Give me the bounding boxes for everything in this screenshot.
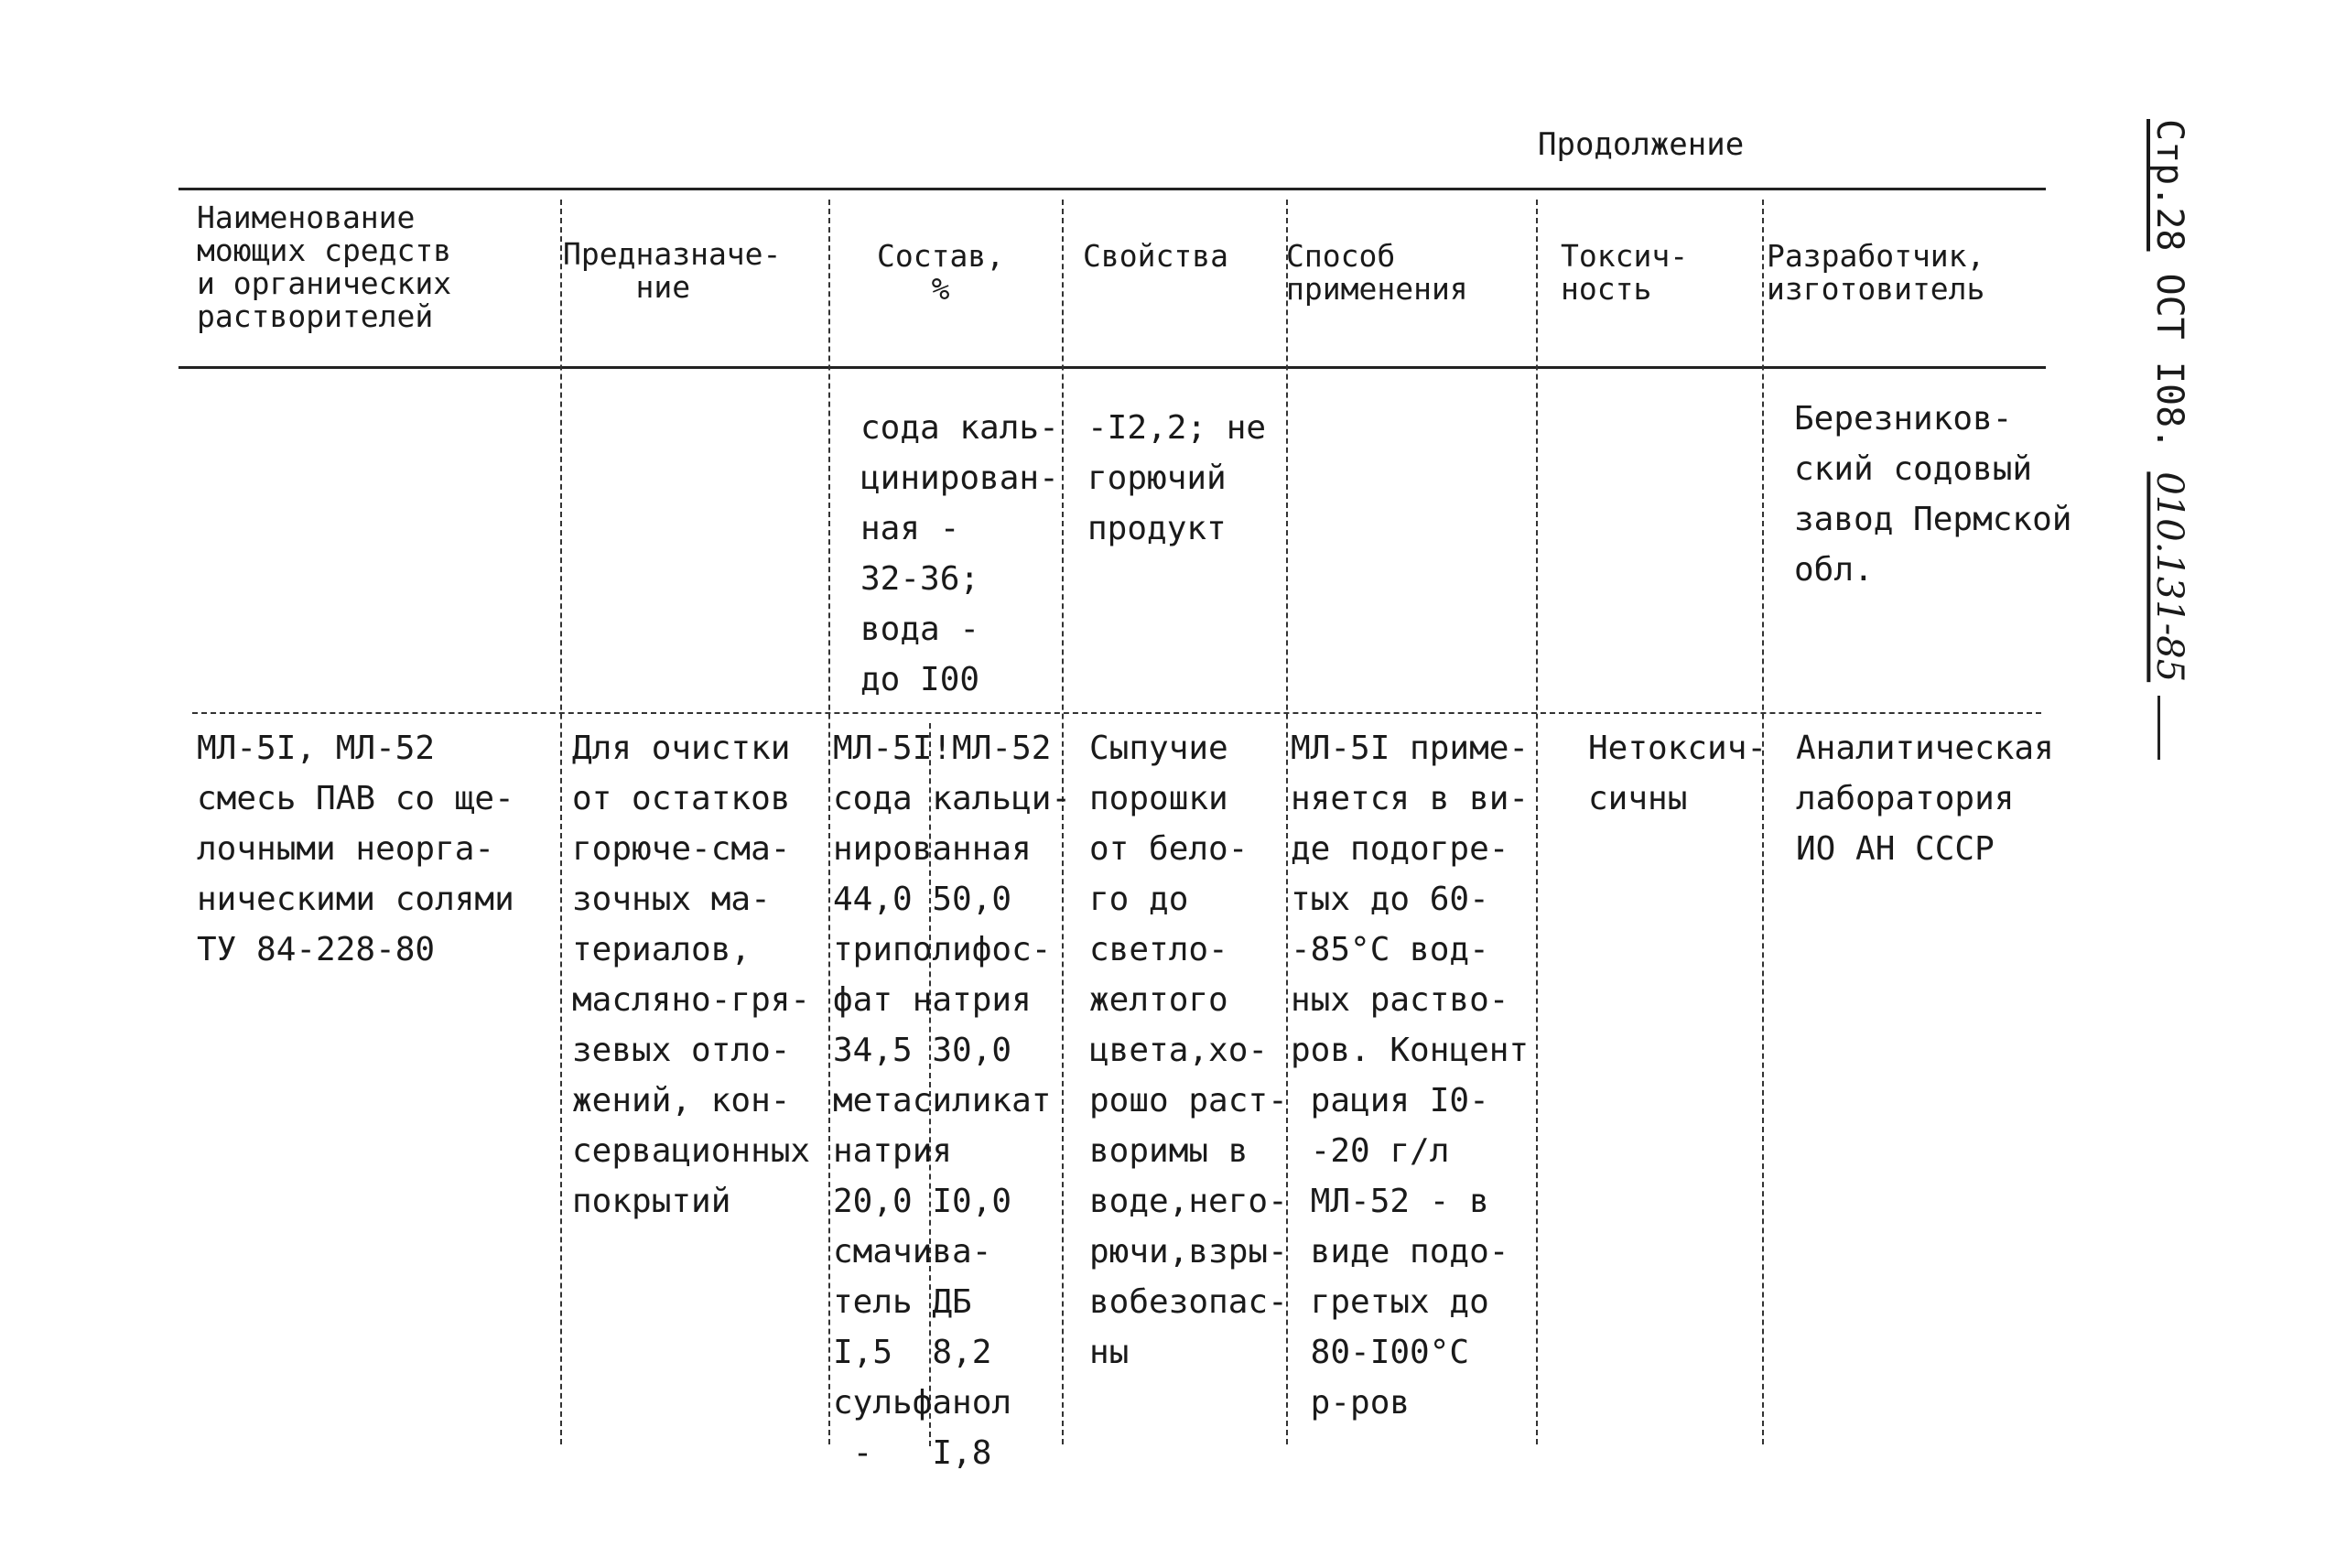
header-properties: Свойства — [1083, 238, 1228, 274]
header-toxicity: Токсич- ность — [1561, 238, 1689, 307]
row1-composition: сода каль- цинирован- ная - 32-36; вода - до I00 — [860, 409, 1059, 698]
table-top-rule — [178, 188, 2046, 190]
col-divider-2 — [828, 200, 830, 1444]
header-purpose: Предназначе- ние — [563, 236, 782, 305]
header-bottom-rule — [178, 366, 2046, 369]
page-number: Стр.28 — [2148, 119, 2190, 252]
row2-properties: Сыпучие порошки от бело- го до светло- желтого цвета,хо- рошо раст- воримы в воде,него- рючи,взры- вобезопас- ны — [1089, 730, 1288, 1371]
row-separator — [192, 712, 2041, 716]
continuation-label: Продолжение — [1538, 126, 1745, 163]
row1-developer: Березников- ский содовый завод Пермской обл. — [1794, 400, 2072, 589]
header-application: Способ применения — [1286, 238, 1468, 307]
header-name: Наименование моющих средств и органических растворителей — [197, 200, 452, 334]
header-developer: Разработчик, изготовитель — [1767, 238, 1985, 307]
header-composition: Состав, % — [877, 238, 1005, 307]
side-rule — [2157, 696, 2160, 760]
side-page-label — [2142, 119, 2197, 760]
row1-properties: -I2,2; не горючий продукт — [1087, 409, 1267, 547]
row2-composition: МЛ-5I!МЛ-52 сода кальци- нированная 44,0 50,0 триполифос- фат натрия 34,5 30,0 метасиликат натрия 20,0 I0,0 смачива- тель ДБ I,5 8,2 сульфанол - I,8 — [833, 730, 1072, 1472]
row2-toxicity: Нетоксич- сичны — [1588, 730, 1768, 817]
col-divider-5 — [1536, 200, 1538, 1444]
row2-purpose: Для очистки от остатков горюче-сма- зочных ма- териалов, масляно-гря- зевых отло- жений, кон- сервационных покрытий — [572, 730, 811, 1220]
row2-application: МЛ-5I приме- няется в ви- де подогре- тых до 60- -85°С вод- ных раство- ров. Концент рация I0- -20 г/л МЛ-52 - в виде подо- гретых до 80-I00°С р-ров — [1291, 730, 1530, 1422]
row2-name: МЛ-5I, МЛ-52 смесь ПАВ со ще- лочными неорга- ническими солями ТУ 84-228-80 — [197, 730, 514, 968]
standard-number: 010.131-85 — [2148, 471, 2190, 683]
standard-code: ОСТ I08. — [2148, 273, 2190, 450]
row2-developer: Аналитическая лаборатория ИО АН СССР — [1796, 730, 2054, 868]
col-divider-1 — [560, 200, 562, 1444]
